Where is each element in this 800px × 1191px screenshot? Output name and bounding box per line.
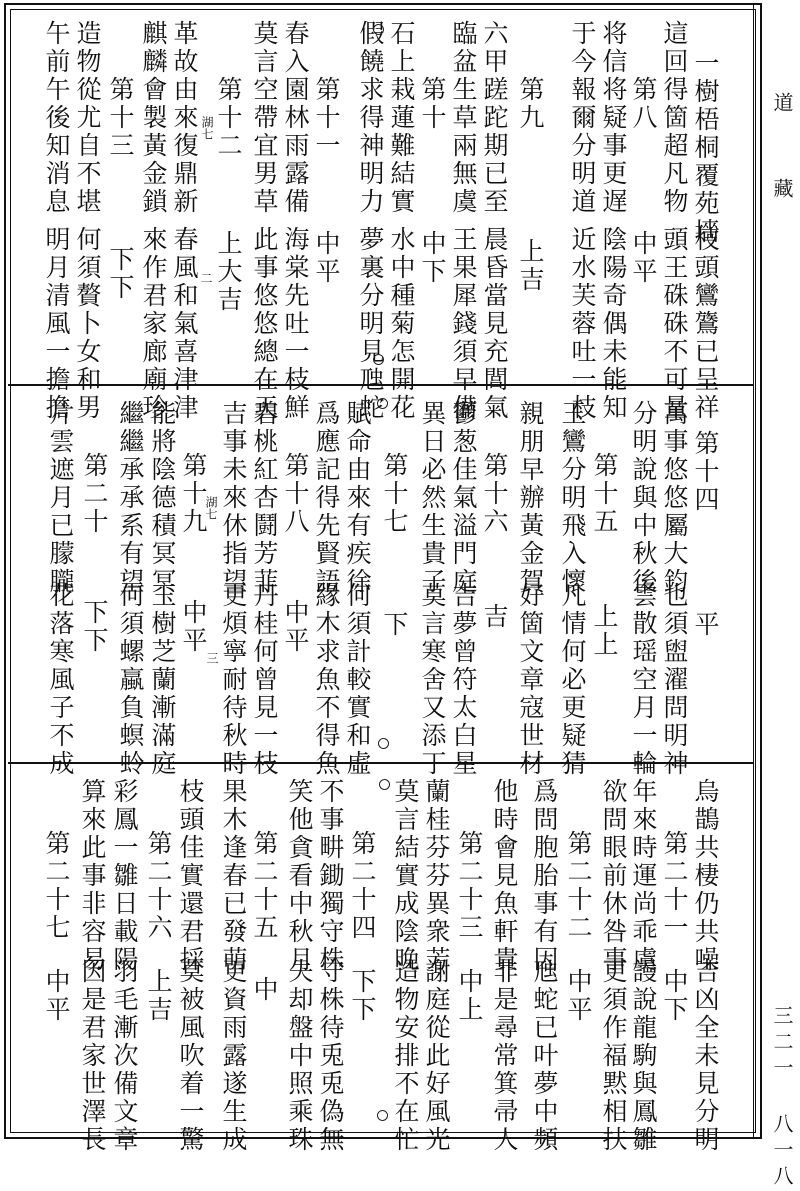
verse-line: 莫被風吹着一驚 bbox=[176, 958, 205, 1154]
verse-line: 海棠先吐一枝鮮 bbox=[281, 226, 310, 422]
section-heading: 第二十三 bbox=[455, 830, 484, 942]
fortune-grade: 中 bbox=[250, 976, 279, 1004]
verse-line: 果木逢春已發萌 bbox=[219, 778, 248, 974]
fortune-grade: 上吉 bbox=[144, 968, 173, 1024]
fortune-grade: 下下 bbox=[80, 599, 109, 655]
verse-line: 頭王硃硃不可量 bbox=[660, 226, 689, 422]
verse-line: 因是君家世澤長 bbox=[78, 958, 107, 1154]
margin-text-top-2: 藏 bbox=[770, 178, 794, 204]
verse-line: 丹桂何曾見一枝 bbox=[250, 582, 279, 778]
fortune-grade: 中平 bbox=[179, 599, 208, 655]
section-heading: 第二十二 bbox=[564, 830, 593, 942]
verse-line: 虺蛇已叶夢中頻 bbox=[530, 958, 559, 1154]
verse-line: 這回得箇超凡物 bbox=[660, 20, 689, 216]
section-heading: 第十九 bbox=[179, 452, 208, 536]
verse-line: 羽毛漸次備文章 bbox=[110, 958, 139, 1154]
punctuation-circle bbox=[373, 354, 384, 365]
verse-line: 雲散瑶空月一輪 bbox=[629, 582, 658, 778]
verse-line: 陰陽奇偶未能知 bbox=[599, 226, 628, 422]
verse-line: 麒麟會製黃金鎖 bbox=[139, 20, 168, 216]
section-heading: 第二十六 bbox=[144, 830, 173, 942]
verse-line: 親朋早辦黃金賀 bbox=[516, 400, 545, 596]
verse-line: 明月清風一擔擔 bbox=[42, 226, 71, 422]
section-heading: 第十三 bbox=[106, 76, 135, 160]
verse-line: 近水芙蓉吐一枝 bbox=[568, 226, 597, 422]
verse-line: 吉凶全未見分明 bbox=[691, 958, 720, 1154]
verse-line: 分明說與中秋後 bbox=[629, 400, 658, 596]
verse-line: 石上栽蓮難結實 bbox=[387, 20, 416, 216]
fortune-grade: 中平 bbox=[564, 968, 593, 1024]
punctuation-circle bbox=[379, 779, 390, 790]
verse-line: 何須螺蠃負螟蛉 bbox=[116, 582, 145, 778]
fortune-grade: 中上 bbox=[455, 968, 484, 1024]
verse-line: 鬱葱佳氣溢門庭 bbox=[449, 400, 478, 596]
section-heading: 第十七 bbox=[380, 452, 409, 536]
fortune-grade: 上上 bbox=[590, 603, 619, 659]
verse-line: 枝頭佳實還君採 bbox=[176, 778, 205, 974]
fortune-grade: 中平 bbox=[281, 599, 310, 655]
edition-note: 湖七 bbox=[204, 496, 218, 520]
verse-line: 好箇文章寇世材 bbox=[516, 582, 545, 778]
verse-line: 謝庭從此好風光 bbox=[422, 958, 451, 1154]
verse-line: 烏鵲共棲仍共噪 bbox=[691, 778, 720, 974]
section-heading: 第二十 bbox=[80, 452, 109, 536]
verse-line: 也須盥濯問明神 bbox=[660, 582, 689, 778]
edition-note: 湖七 bbox=[200, 116, 214, 140]
verse-line: 年來時運尚乖虞 bbox=[629, 778, 658, 974]
punctuation-circle bbox=[377, 398, 388, 409]
verse-line: 玉樹芝蘭漸滿庭 bbox=[148, 582, 177, 778]
margin-text-top: 道 bbox=[770, 92, 794, 118]
section-heading: 第十四 bbox=[691, 430, 720, 514]
section-heading: 第二十四 bbox=[348, 830, 377, 942]
section-heading: 第二十五 bbox=[250, 830, 279, 942]
verse-line: 異日必然生貴子 bbox=[418, 400, 447, 596]
verse-line: 王果犀錢須早備 bbox=[449, 226, 478, 422]
verse-line: 吉事未來休指望 bbox=[219, 400, 248, 596]
verse-line: 失却盤中照乘珠 bbox=[285, 958, 314, 1154]
verse-line: 謾說龍駒與鳳雛 bbox=[629, 958, 658, 1154]
verse-line: 蘭桂芬芬異衆芳 bbox=[422, 778, 451, 974]
section-heading: 第十 bbox=[418, 76, 447, 132]
verse-line: 将信将疑事更遅 bbox=[599, 20, 628, 216]
verse-line: 六甲蹉跎期已至 bbox=[480, 20, 509, 216]
verse-line: 莫言結實成陰晚 bbox=[391, 778, 420, 974]
section-heading: 第十六 bbox=[480, 452, 509, 536]
fortune-grade: 中平 bbox=[312, 230, 341, 286]
verse-line: 午前午後知消息 bbox=[42, 20, 71, 216]
margin-page-number: 三二一 八一八 bbox=[770, 1005, 794, 1191]
punctuation-circle bbox=[373, 24, 384, 35]
verse-line: 能將陰德積冥冥 bbox=[148, 400, 177, 596]
verse-line: 爲問胞胎事有因 bbox=[530, 778, 559, 974]
verse-line: 臨盆生草兩無虞 bbox=[449, 20, 478, 216]
verse-line: 假饒求得神明力 bbox=[356, 20, 385, 216]
section-heading: 第十八 bbox=[281, 452, 310, 536]
verse-line: 片雲遮月已朦朧 bbox=[46, 400, 75, 596]
verse-line: 欲問眼前休咎事 bbox=[599, 778, 628, 974]
fortune-grade: 中平 bbox=[42, 968, 71, 1024]
verse-line: 賦命由來有疾徐 bbox=[343, 400, 372, 596]
verse-line: 莫言寒舍又添丁 bbox=[418, 582, 447, 778]
fortune-grade: 下 bbox=[380, 611, 409, 639]
verse-line: 枝頭鸞鷟已呈祥 bbox=[691, 226, 720, 422]
fortune-grade: 上大吉 bbox=[214, 230, 243, 314]
section-heading: 第二十七 bbox=[42, 830, 71, 942]
section-heading: 第十五 bbox=[590, 452, 619, 536]
verse-line: 何須贅卜女和男 bbox=[73, 226, 102, 422]
verse-line: 爲應記得先賢語 bbox=[312, 400, 341, 596]
verse-line: 他時會見魚軒貴 bbox=[490, 778, 519, 974]
verse-line: 彩鳳一雛日載陽 bbox=[110, 778, 139, 974]
section-heading: 第二十一 bbox=[660, 830, 689, 942]
verse-line: 夢裏分明見虺蛇 bbox=[356, 226, 385, 422]
verse-line: 造物從尤自不堪 bbox=[73, 20, 102, 216]
verse-line: 此事悠悠總在天 bbox=[250, 226, 279, 422]
verse-line: 非是尋常箕帚人 bbox=[490, 958, 519, 1154]
punctuation-circle bbox=[377, 1110, 388, 1121]
verse-line: 花落寒風子不成 bbox=[46, 582, 75, 778]
verse-line: 守株待兎兎偽無 bbox=[316, 958, 345, 1154]
fortune-grade: 上吉 bbox=[516, 238, 545, 294]
fortune-grade: 吉 bbox=[480, 603, 509, 631]
fortune-grade: 下下 bbox=[348, 968, 377, 1024]
verse-line: 萬事悠悠屬大鈞 bbox=[660, 400, 689, 596]
verse-line: 玉鸞分明飛入懷 bbox=[558, 400, 587, 596]
fortune-grade: 平 bbox=[691, 611, 720, 639]
section-heading: 第八 bbox=[629, 76, 658, 132]
verse-line: 更資雨露遂生成 bbox=[219, 958, 248, 1154]
section-heading: 第九 bbox=[516, 76, 545, 132]
edition-note: 三 bbox=[205, 652, 219, 664]
verse-line: 不事畊鋤獨守株 bbox=[316, 778, 345, 974]
verse-line: 來作君家廊廟珍 bbox=[139, 226, 168, 422]
fortune-grade: 下下 bbox=[106, 246, 135, 302]
verse-line: 莫言空帶宜男草 bbox=[250, 20, 279, 216]
frame-right-rule bbox=[753, 3, 754, 1139]
fortune-grade: 中平 bbox=[629, 230, 658, 286]
verse-line: 算來此事非容易 bbox=[78, 778, 107, 974]
verse-line: 更煩寧耐待秋時 bbox=[219, 582, 248, 778]
verse-line: 吉夢曾符太白星 bbox=[449, 582, 478, 778]
verse-line: 繼繼承承系有望 bbox=[116, 400, 145, 596]
fortune-grade: 中下 bbox=[418, 230, 447, 286]
verse-line: 晨昏當見充閭氣 bbox=[480, 226, 509, 422]
verse-line: 造物安排不在忙 bbox=[391, 958, 420, 1154]
verse-line: 碧桃紅杏鬪芳菲 bbox=[250, 400, 279, 596]
verse-line: 一樹梧桐覆苑墻 bbox=[691, 50, 720, 246]
verse-line: 于今報爾分明道 bbox=[568, 20, 597, 216]
verse-line: 凡情何必更疑猜 bbox=[558, 582, 587, 778]
section-heading: 第十一 bbox=[312, 76, 341, 160]
verse-line: 更須作福黙相扶 bbox=[599, 958, 628, 1154]
punctuation-circle bbox=[378, 738, 389, 749]
edition-note: 二 bbox=[199, 272, 213, 284]
section-heading: 第十二 bbox=[214, 76, 243, 160]
verse-line: 春風和氣喜津津 bbox=[170, 226, 199, 422]
verse-line: 笑他貪看中秋月 bbox=[285, 778, 314, 974]
verse-line: 春入園林雨露備 bbox=[281, 20, 310, 216]
verse-line: 緣木求魚不得魚 bbox=[312, 582, 341, 778]
verse-line: 何須計較實和虛 bbox=[343, 582, 372, 778]
verse-line: 革故由來復鼎新 bbox=[170, 20, 199, 216]
verse-line: 水中種菊怎開花 bbox=[387, 226, 416, 422]
fortune-grade: 中下 bbox=[660, 968, 689, 1024]
